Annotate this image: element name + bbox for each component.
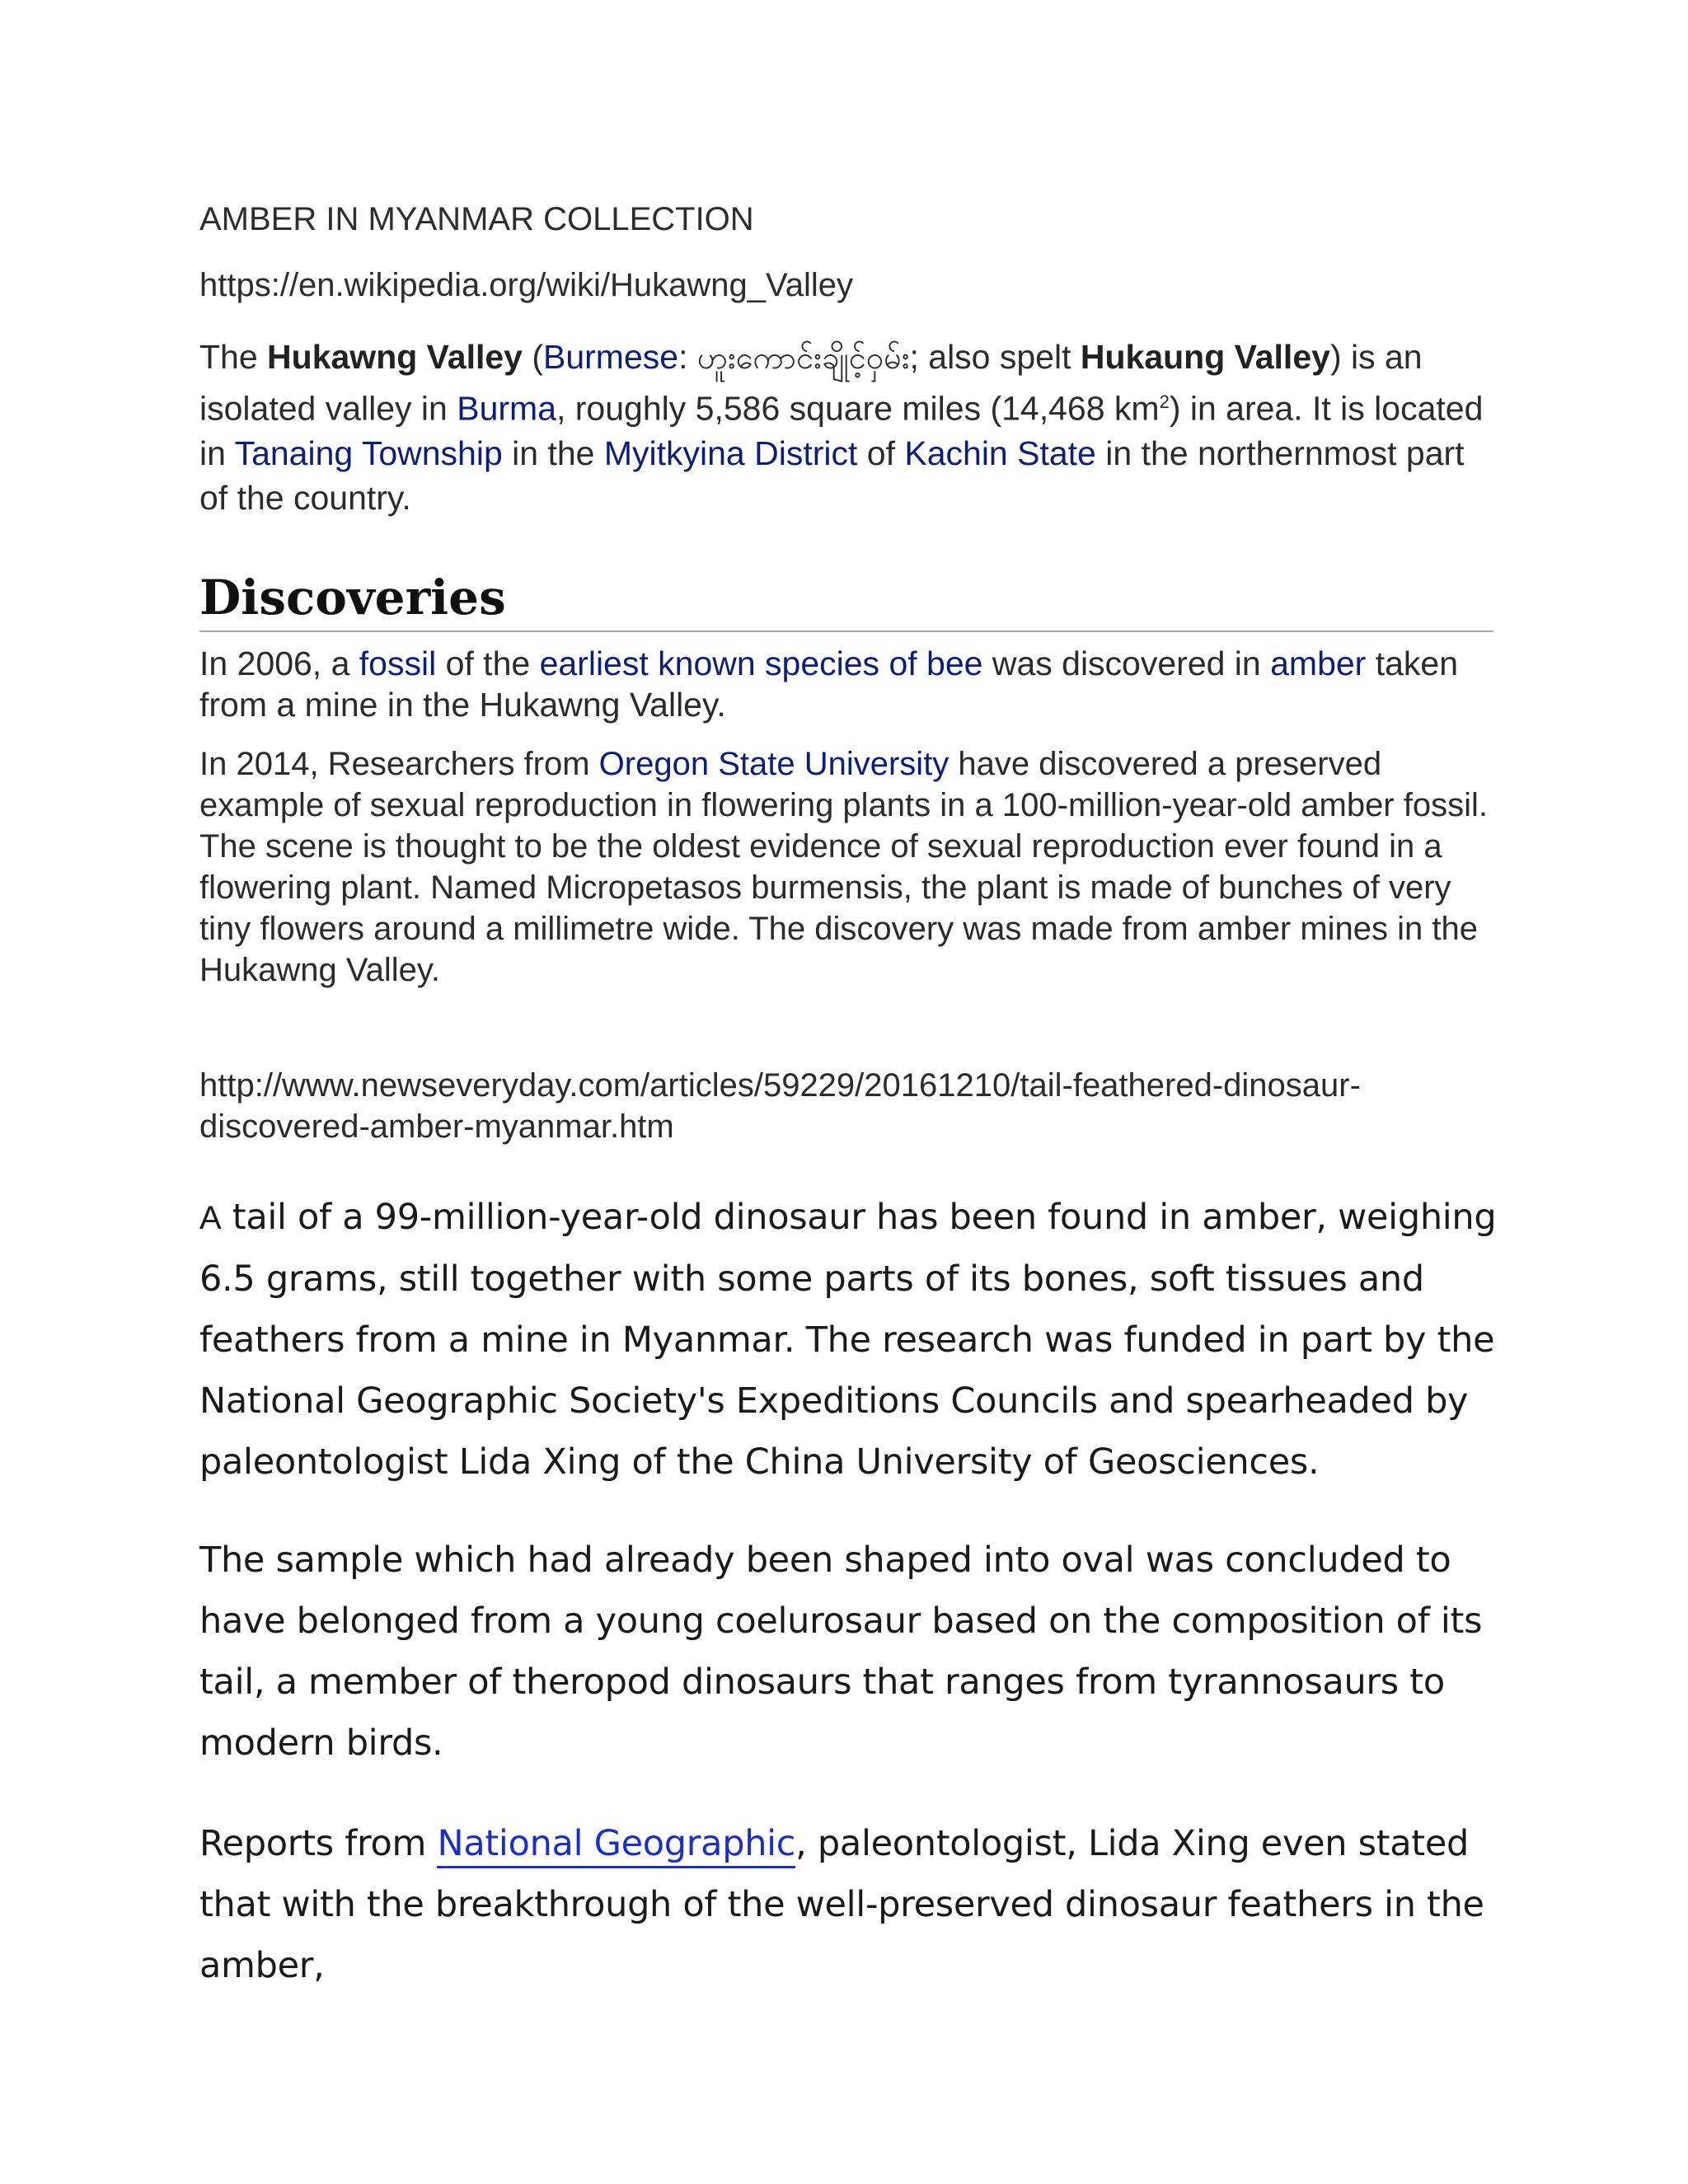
initial-letter: A xyxy=(199,1200,222,1236)
para-text: of the xyxy=(436,644,540,682)
link-national-geographic[interactable]: National Geographic xyxy=(437,1823,795,1868)
para-text: have discovered a preserved example of sexual reproduction in flowering plants in a 100-million-year-old amber fossil. The scene is thought to be the oldest evidence of sexual reproduction ever found in a flowering plant. Named Micropetasos burmensis, the plant is made of bunches of very tiny flowers around a millimetre wide. The discovery was made from amber mines in the Hukawng Valley. xyxy=(199,746,1488,988)
bold-term: Hukaung Valley xyxy=(1080,338,1330,376)
link-amber[interactable]: amber xyxy=(1270,644,1367,682)
para-text: Reports from xyxy=(199,1823,438,1864)
article-paragraph-3 xyxy=(199,1813,1502,1996)
superscript: 2 xyxy=(1159,391,1170,412)
intro-text: : xyxy=(678,338,697,376)
collection-title: AMBER IN MYANMAR COLLECTION xyxy=(199,201,754,237)
link-oregon-state[interactable]: Oregon State University xyxy=(598,746,950,782)
link-myitkyina-district[interactable]: Myitkyina District xyxy=(603,434,858,472)
para-text: taken from a mine in the Hukawng Valley. xyxy=(199,644,1459,724)
para-text: In 2006, a xyxy=(199,644,359,682)
bold-term: Hukawng Valley xyxy=(267,338,523,376)
article-paragraph-1 xyxy=(199,1187,1502,1493)
link-kachin-state[interactable]: Kachin State xyxy=(904,434,1096,472)
link-burma[interactable]: Burma xyxy=(457,389,556,428)
intro-text: , roughly 5,586 square miles (14,468 km xyxy=(556,389,1160,428)
intro-text: ( xyxy=(522,338,543,376)
intro-text: in the northernmost part of the country. xyxy=(199,434,1465,517)
intro-text: ; also spelt xyxy=(909,338,1081,376)
article-paragraph-2: The sample which had already been shaped into oval was concluded to have belonged from a young coelurosaur based on the composition of its tail, a member of theropod dinosaurs that ranges from tyrannosaurs to modern birds. xyxy=(199,1540,1483,1764)
link-tanaing-township[interactable]: Tanaing Township xyxy=(234,434,503,472)
para-text: tail of a 99-million-year-old dinosaur has been found in amber, weighing 6.5 grams, still together with some parts of its bones, soft tissues and feathers from a mine in Myanmar. The research was funded in part by the National Geographic Society's Expeditions Councils and spearheaded by paleontologist Lida Xing of the China University of Geosciences. xyxy=(199,1197,1497,1483)
link-earliest-bee[interactable]: earliest known species of bee xyxy=(539,644,983,682)
para-text: was discovered in xyxy=(982,644,1271,682)
intro-text: in the xyxy=(502,434,604,472)
intro-text: of xyxy=(857,434,905,472)
para-text: In 2014, Researchers from xyxy=(199,746,599,782)
discoveries-paragraph-1 xyxy=(199,643,1485,725)
intro-text: The xyxy=(199,338,268,376)
source-url-newseveryday[interactable]: http://www.newseveryday.com/articles/59229/20161210/tail-feathered-dinosaur-discovered-amber-myanmar.htm xyxy=(199,1067,1361,1145)
para-text: , paleontologist, Lida Xing even stated that with the breakthrough of the well-preserved dinosaur feathers in the amber, xyxy=(199,1823,1484,1986)
link-fossil[interactable]: fossil xyxy=(359,644,437,682)
intro-text: ) is an isolated valley in xyxy=(199,338,1423,428)
link-burmese[interactable]: Burmese xyxy=(543,338,679,376)
burmese-name: ဟူးကောင်းချိုင့်ဝှမ်း xyxy=(696,340,910,376)
intro-paragraph xyxy=(199,335,1502,520)
discoveries-paragraph-2 xyxy=(199,743,1502,991)
source-url-wikipedia[interactable]: https://en.wikipedia.org/wiki/Hukawng_Valley xyxy=(199,267,853,303)
section-heading-discoveries: Discoveries xyxy=(199,565,1493,632)
intro-text: ) in area. It is located in xyxy=(199,389,1484,472)
